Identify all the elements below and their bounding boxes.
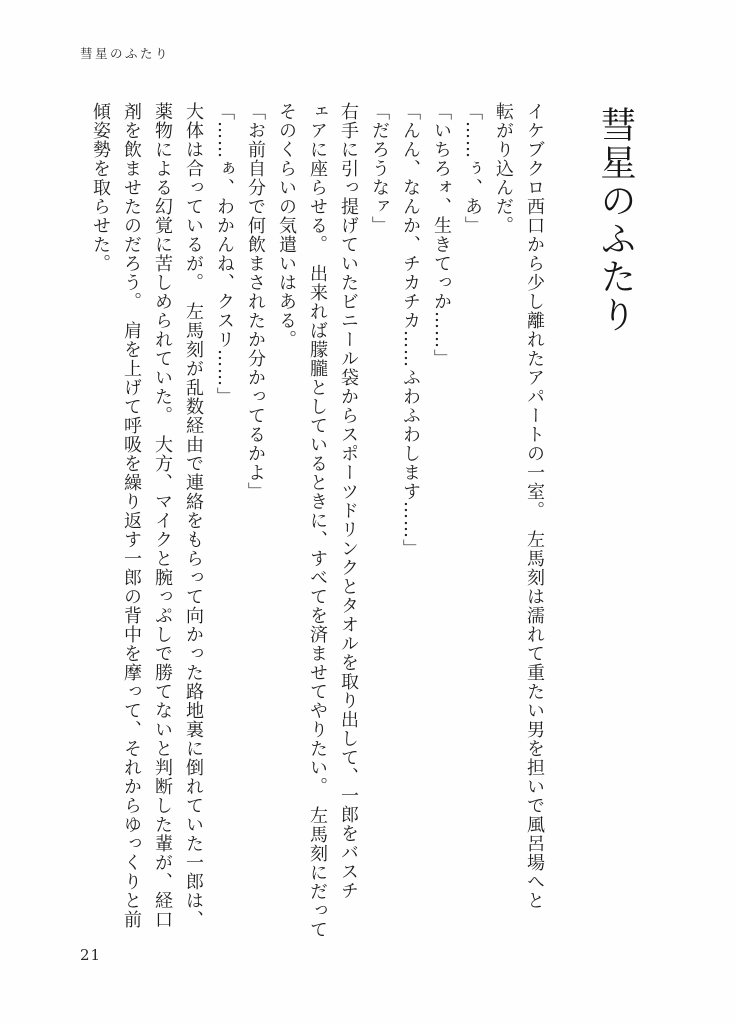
running-head: 彗星のふたり [80,46,171,61]
text-line: 傾姿勢を取らせた。 [90,102,111,273]
text-line: 「……ぁ、わかんね、クスリ……」 [214,102,235,406]
text-line: 剤を飲ませたのだろう。 肩を上げて呼吸を繰り返す一郎の背中を摩って、それからゆっくりと前 [121,102,142,929]
text-line: 薬物による幻覚に苦しめられていた。 大方、マイクと腕っぷしで勝てないと判断した輩が、経口 [152,102,173,929]
text-line: 右手に引っ提げていたビニール袋からスポーツドリンクとタオルを取り出して、一郎をバスチ [338,102,359,900]
story-title: 彗星のふたり [595,106,636,334]
text-line: 「いちろォ、生きてっか……」 [431,102,452,368]
text-line: イケブクロ西口から少し離れたアパートの一室。 左馬刻は濡れて重たい男を担いで風呂場へと [524,102,545,910]
text-line: ェアに座らせる。 出来れば朦朧としているときに、すべてを済ませてやりたい。 左馬刻にだって [307,102,328,939]
text-line: 転がり込んだ。 [493,102,514,235]
text-line: そのくらいの気遣いはある。 [276,102,297,349]
text-line: 「……ぅ、あ」 [462,102,483,235]
story-body [85,102,635,962]
text-line: 大体は合っているが。 左馬刻が乱数経由で連絡をもらって向かった路地裏に倒れていた一郎は、 [183,102,204,929]
text-line: 「だろうなァ」 [369,102,390,235]
text-line: 「お前自分で何飲まされたか分かってるかよ」 [245,102,266,501]
text-line: 「んん、なんか、チカチカ……ふわふわします……」 [400,102,421,558]
page-number: 21 [80,946,102,964]
